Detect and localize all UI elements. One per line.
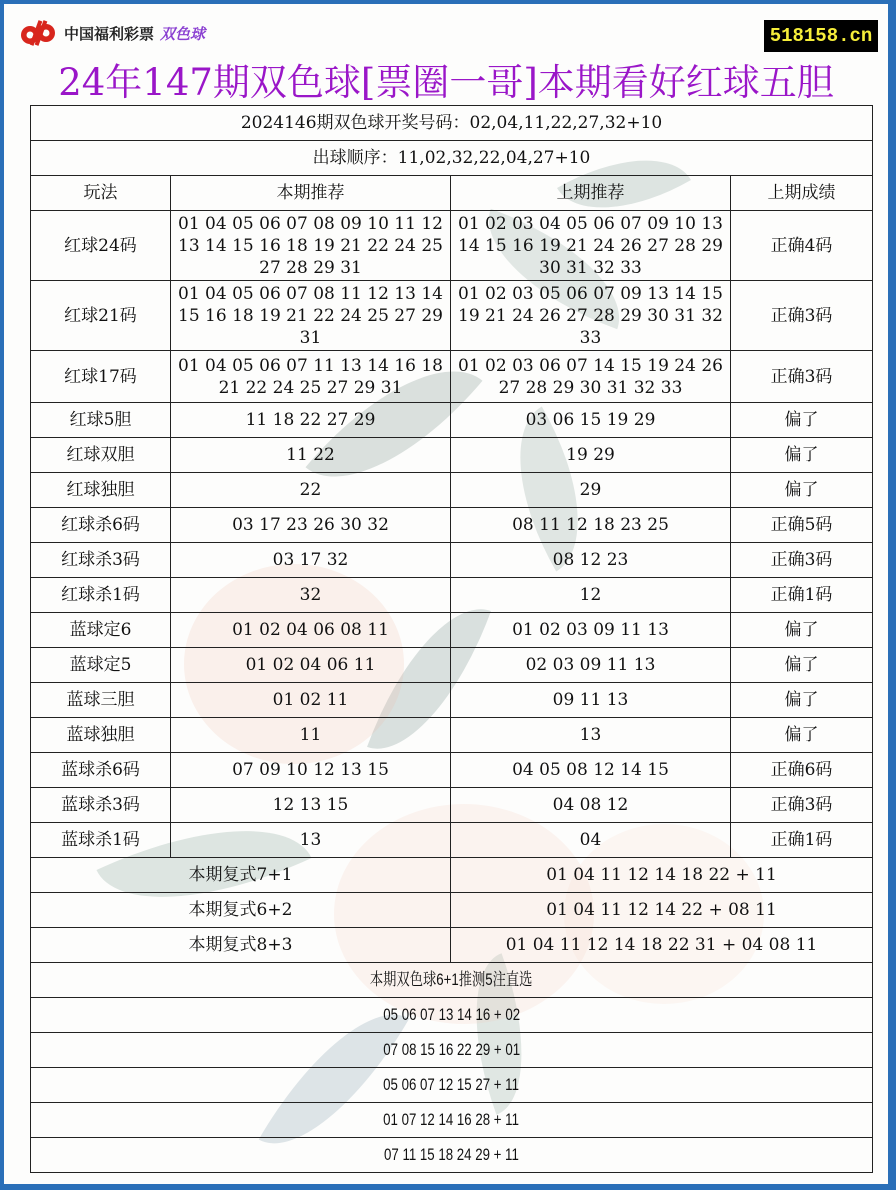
ball-order-text: 出球顺序：11,02,32,22,04,27+10 <box>31 141 873 176</box>
previous-numbers: 08 11 12 18 23 25 <box>451 508 731 543</box>
pick-row <box>31 1068 873 1103</box>
table-row <box>31 788 873 823</box>
current-numbers: 01 02 04 06 11 <box>171 648 451 683</box>
play-name: 蓝球杀1码 <box>31 823 171 858</box>
current-numbers: 01 04 05 06 07 08 11 12 13 14 15 16 18 19 21 22 24 25 27 29 31 <box>171 281 451 351</box>
current-numbers: 07 09 10 12 13 15 <box>171 753 451 788</box>
current-numbers: 01 02 11 <box>171 683 451 718</box>
compound-row <box>31 893 873 928</box>
compound-label: 本期复式6+2 <box>31 893 451 928</box>
table-row <box>31 211 873 281</box>
previous-numbers: 01 02 03 06 07 14 15 19 24 26 27 28 29 30 31 32 33 <box>451 351 731 403</box>
site-badge: 518158.cn <box>764 20 878 52</box>
pick-cell <box>31 1033 873 1068</box>
table-row <box>31 438 873 473</box>
pick-row <box>31 1138 873 1173</box>
pick-row <box>31 998 873 1033</box>
pick-row <box>31 1033 873 1068</box>
previous-numbers: 13 <box>451 718 731 753</box>
header-result: 上期成绩 <box>731 176 873 211</box>
play-name: 红球17码 <box>31 351 171 403</box>
last-draw-text: 2024146期双色球开奖号码：02,04,11,22,27,32+10 <box>31 106 873 141</box>
previous-numbers: 09 11 13 <box>451 683 731 718</box>
pick-cell <box>31 1068 873 1103</box>
table-row <box>31 648 873 683</box>
result: 偏了 <box>731 613 873 648</box>
result: 正确3码 <box>731 543 873 578</box>
logo-game-text: 双色球 <box>160 24 206 43</box>
current-numbers: 13 <box>171 823 451 858</box>
previous-numbers: 01 02 03 04 05 06 07 09 10 13 14 15 16 19 21 24 26 27 28 29 30 31 32 33 <box>451 211 731 281</box>
result: 偏了 <box>731 683 873 718</box>
table-row <box>31 753 873 788</box>
pick-row <box>31 1103 873 1138</box>
play-name: 蓝球三胆 <box>31 683 171 718</box>
result: 偏了 <box>731 648 873 683</box>
result: 偏了 <box>731 403 873 438</box>
picks-title-row <box>31 963 873 998</box>
current-numbers: 12 13 15 <box>171 788 451 823</box>
previous-numbers: 29 <box>451 473 731 508</box>
table-row <box>31 473 873 508</box>
previous-numbers: 02 03 09 11 13 <box>451 648 731 683</box>
previous-numbers: 12 <box>451 578 731 613</box>
previous-numbers: 04 05 08 12 14 15 <box>451 753 731 788</box>
table-row <box>31 403 873 438</box>
pick-line: 07 08 15 16 22 29 + 01 <box>383 1040 520 1059</box>
result: 正确3码 <box>731 788 873 823</box>
page-title: 24年147期双色球[票圈一哥]本期看好红球五胆 <box>58 61 834 104</box>
pick-line: 05 06 07 13 14 16 + 02 <box>383 1005 520 1024</box>
result: 偏了 <box>731 473 873 508</box>
table-row <box>31 718 873 753</box>
result: 正确3码 <box>731 351 873 403</box>
pick-cell <box>31 1103 873 1138</box>
table-header-row <box>31 176 873 211</box>
logo-org-text: 中国福利彩票 <box>64 24 155 43</box>
compound-numbers: 01 04 11 12 14 18 22 + 11 <box>451 858 873 893</box>
table-row <box>31 683 873 718</box>
compound-row <box>31 858 873 893</box>
play-name: 红球双胆 <box>31 438 171 473</box>
pick-cell <box>31 1138 873 1173</box>
play-name: 红球杀1码 <box>31 578 171 613</box>
previous-numbers: 04 <box>451 823 731 858</box>
prediction-table <box>30 105 873 1173</box>
header-current: 本期推荐 <box>171 176 451 211</box>
play-name: 蓝球定5 <box>31 648 171 683</box>
table-row <box>31 508 873 543</box>
play-name: 红球独胆 <box>31 473 171 508</box>
result: 偏了 <box>731 718 873 753</box>
draw-info-row <box>31 106 873 141</box>
current-numbers: 11 18 22 27 29 <box>171 403 451 438</box>
current-numbers: 11 <box>171 718 451 753</box>
header-previous: 上期推荐 <box>451 176 731 211</box>
previous-numbers: 08 12 23 <box>451 543 731 578</box>
result: 正确6码 <box>731 753 873 788</box>
compound-numbers: 01 04 11 12 14 22 + 08 11 <box>451 893 873 928</box>
table-row <box>31 823 873 858</box>
play-name: 红球5胆 <box>31 403 171 438</box>
table-row <box>31 613 873 648</box>
previous-numbers: 01 02 03 09 11 13 <box>451 613 731 648</box>
current-numbers: 01 02 04 06 08 11 <box>171 613 451 648</box>
previous-numbers: 19 29 <box>451 438 731 473</box>
play-name: 蓝球独胆 <box>31 718 171 753</box>
play-name: 红球杀6码 <box>31 508 171 543</box>
result: 正确4码 <box>731 211 873 281</box>
result: 偏了 <box>731 438 873 473</box>
play-name: 红球杀3码 <box>31 543 171 578</box>
current-numbers: 11 22 <box>171 438 451 473</box>
table-row <box>31 543 873 578</box>
pick-line: 07 11 15 18 24 29 + 11 <box>384 1145 519 1164</box>
pick-line: 05 06 07 12 15 27 + 11 <box>383 1075 520 1094</box>
play-name: 红球21码 <box>31 281 171 351</box>
ball-order-row <box>31 141 873 176</box>
compound-label: 本期复式8+3 <box>31 928 451 963</box>
pick-line: 01 07 12 14 16 28 + 11 <box>383 1110 520 1129</box>
play-name: 蓝球定6 <box>31 613 171 648</box>
current-numbers: 32 <box>171 578 451 613</box>
result: 正确1码 <box>731 823 873 858</box>
play-name: 蓝球杀6码 <box>31 753 171 788</box>
previous-numbers: 04 08 12 <box>451 788 731 823</box>
table-row <box>31 351 873 403</box>
cwl-logo <box>20 18 205 48</box>
current-numbers: 01 04 05 06 07 11 13 14 16 18 21 22 24 25 27 29 31 <box>171 351 451 403</box>
page-frame <box>4 4 888 1184</box>
compound-numbers: 01 04 11 12 14 18 22 31 + 04 08 11 <box>451 928 873 963</box>
previous-numbers: 01 02 03 05 06 07 09 13 14 15 19 21 24 26 27 28 29 30 31 32 33 <box>451 281 731 351</box>
current-numbers: 01 04 05 06 07 08 09 10 11 12 13 14 15 16 18 19 21 22 24 25 27 28 29 31 <box>171 211 451 281</box>
previous-numbers: 03 06 15 19 29 <box>451 403 731 438</box>
compound-row <box>31 928 873 963</box>
current-numbers: 03 17 23 26 30 32 <box>171 508 451 543</box>
result: 正确3码 <box>731 281 873 351</box>
header-play: 玩法 <box>31 176 171 211</box>
play-name: 红球24码 <box>31 211 171 281</box>
picks-title <box>31 963 873 998</box>
result: 正确5码 <box>731 508 873 543</box>
current-numbers: 03 17 32 <box>171 543 451 578</box>
current-numbers: 22 <box>171 473 451 508</box>
compound-label: 本期复式7+1 <box>31 858 451 893</box>
picks-title-text: 本期双色球6+1推测5注直选 <box>370 970 533 989</box>
table-row <box>31 281 873 351</box>
play-name: 蓝球杀3码 <box>31 788 171 823</box>
table-row <box>31 578 873 613</box>
pick-cell <box>31 998 873 1033</box>
cwl-logo-icon <box>20 18 58 48</box>
result: 正确1码 <box>731 578 873 613</box>
